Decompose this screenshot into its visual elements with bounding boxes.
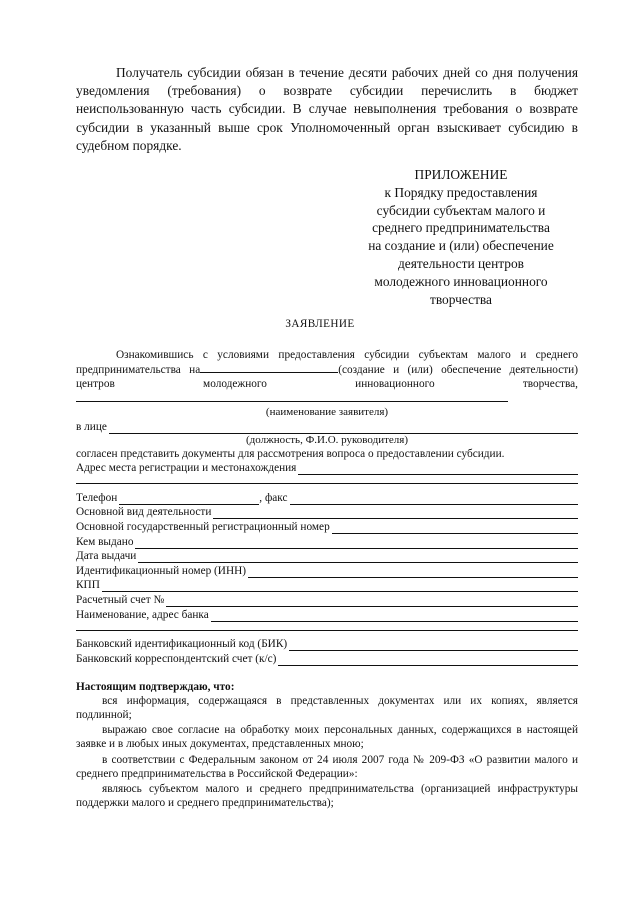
kpp-row (76, 578, 578, 593)
bank-label: Наименование, адрес банка (76, 608, 209, 621)
appendix-line: субсидии субъектам малого и (376, 202, 546, 218)
bik-field[interactable] (289, 640, 578, 651)
application-form (76, 348, 578, 812)
appendix-line: творчества (429, 291, 493, 307)
appendix-line: деятельности центров (397, 255, 524, 271)
fax-label: , факс (259, 491, 288, 504)
form-intro-part2: (создание и (или) обеспечение деятельности) центров молодежного инновационного творчества, (76, 364, 578, 390)
corr-account-field[interactable] (278, 655, 578, 666)
issue-date-field[interactable] (138, 552, 578, 563)
in-person-field[interactable] (109, 423, 578, 434)
confirm-item: вся информация, содержащаяся в представленных документах или их копиях, является подлинной; (76, 694, 578, 721)
applicant-caption: (наименование заявителя) (265, 406, 389, 418)
form-intro-part1: Ознакомившись с условиями предоставления субсидии субъектам малого и среднего предпринимательства на (76, 349, 578, 376)
ogrn-label: Основной государственный регистрационный номер (76, 520, 330, 533)
confirm-section (76, 680, 578, 811)
address-row (76, 461, 578, 476)
issued-by-field[interactable] (135, 538, 578, 549)
issued-by-row (76, 534, 578, 549)
corr-account-row (76, 651, 578, 666)
position-caption: (должность, Ф.И.О. руководителя) (246, 433, 408, 446)
phone-label: Телефон (76, 491, 118, 504)
in-person-label: в лице (76, 420, 107, 433)
activity-row (76, 505, 578, 520)
confirm-item: в соответствии с Федеральным законом от 24 июля 2007 года № 209-ФЗ «О развитии малого и среднего предпринимательства в Российской Федерации»: (76, 753, 578, 780)
confirm-item: выражаю свое согласие на обработку моих персональных данных, содержащихся в настоящей заявке и в любых иных документах, представленных мною; (76, 724, 578, 751)
form-title: ЗАЯВЛЕНИЕ (285, 318, 355, 330)
address-label: Адрес места регистрации и местонахождения (76, 462, 297, 475)
bik-row (76, 637, 578, 652)
confirm-item: являюсь субъектом малого и среднего предпринимательства (организацией инфраструктуры поддержки малого и среднего предпринимательства); (76, 783, 578, 810)
issue-date-label: Дата выдачи (76, 550, 137, 563)
issued-by-label: Кем выдано (76, 535, 134, 548)
bik-label: Банковский идентификационный код (БИК) (76, 638, 288, 651)
ogrn-field[interactable] (332, 523, 578, 534)
form-intro-text (76, 348, 578, 406)
ogrn-row (76, 519, 578, 534)
issue-date-row (76, 549, 578, 564)
bank-row (76, 607, 578, 622)
phone-field[interactable] (119, 494, 259, 505)
intro-section (76, 64, 578, 155)
activity-label: Основной вид деятельности (76, 506, 212, 519)
bank-field-line-2[interactable] (76, 622, 578, 631)
address-field[interactable] (298, 464, 578, 475)
kpp-label: КПП (76, 579, 100, 592)
account-label: Расчетный счет № (76, 593, 165, 606)
applicant-name-field[interactable] (76, 391, 508, 402)
corr-account-label: Банковский корреспондентский счет (к/с) (76, 652, 277, 665)
inn-row (76, 563, 578, 578)
phone-row (76, 490, 578, 505)
in-person-row (76, 419, 578, 434)
appendix-block (332, 166, 590, 308)
account-row (76, 592, 578, 607)
inn-label: Идентификационный номер (ИНН) (76, 564, 247, 577)
intro-paragraph: Получатель субсидии обязан в течение десяти рабочих дней со дня получения уведомления (требования) о возврате субсидии перечислить в бюджет неиспользованную часть субсидии. В случае невыполнения требования о возврате субсидии в указанный выше срок Уполномоченный орган взыскивает субсидию в судебном порядке. (76, 65, 578, 153)
account-field[interactable] (166, 596, 578, 607)
appendix-line: молодежного инновационного (374, 273, 548, 289)
activity-field[interactable] (213, 508, 578, 519)
agree-text: согласен представить документы для рассмотрения вопроса о предоставлении субсидии. (76, 447, 505, 460)
confirm-heading: Настоящим подтверждаю, что: (76, 680, 235, 693)
inn-field[interactable] (248, 567, 578, 578)
address-field-line-2[interactable] (76, 475, 578, 484)
appendix-title: ПРИЛОЖЕНИЕ (414, 167, 508, 182)
kpp-field[interactable] (102, 581, 578, 592)
bank-field[interactable] (211, 611, 578, 622)
appendix-line: к Порядку предоставления (384, 184, 538, 200)
support-type-field[interactable] (200, 362, 338, 373)
appendix-line: среднего предпринимательства (372, 220, 550, 236)
fax-field[interactable] (290, 494, 578, 505)
appendix-line: на создание и (или) обеспечение (368, 238, 554, 254)
